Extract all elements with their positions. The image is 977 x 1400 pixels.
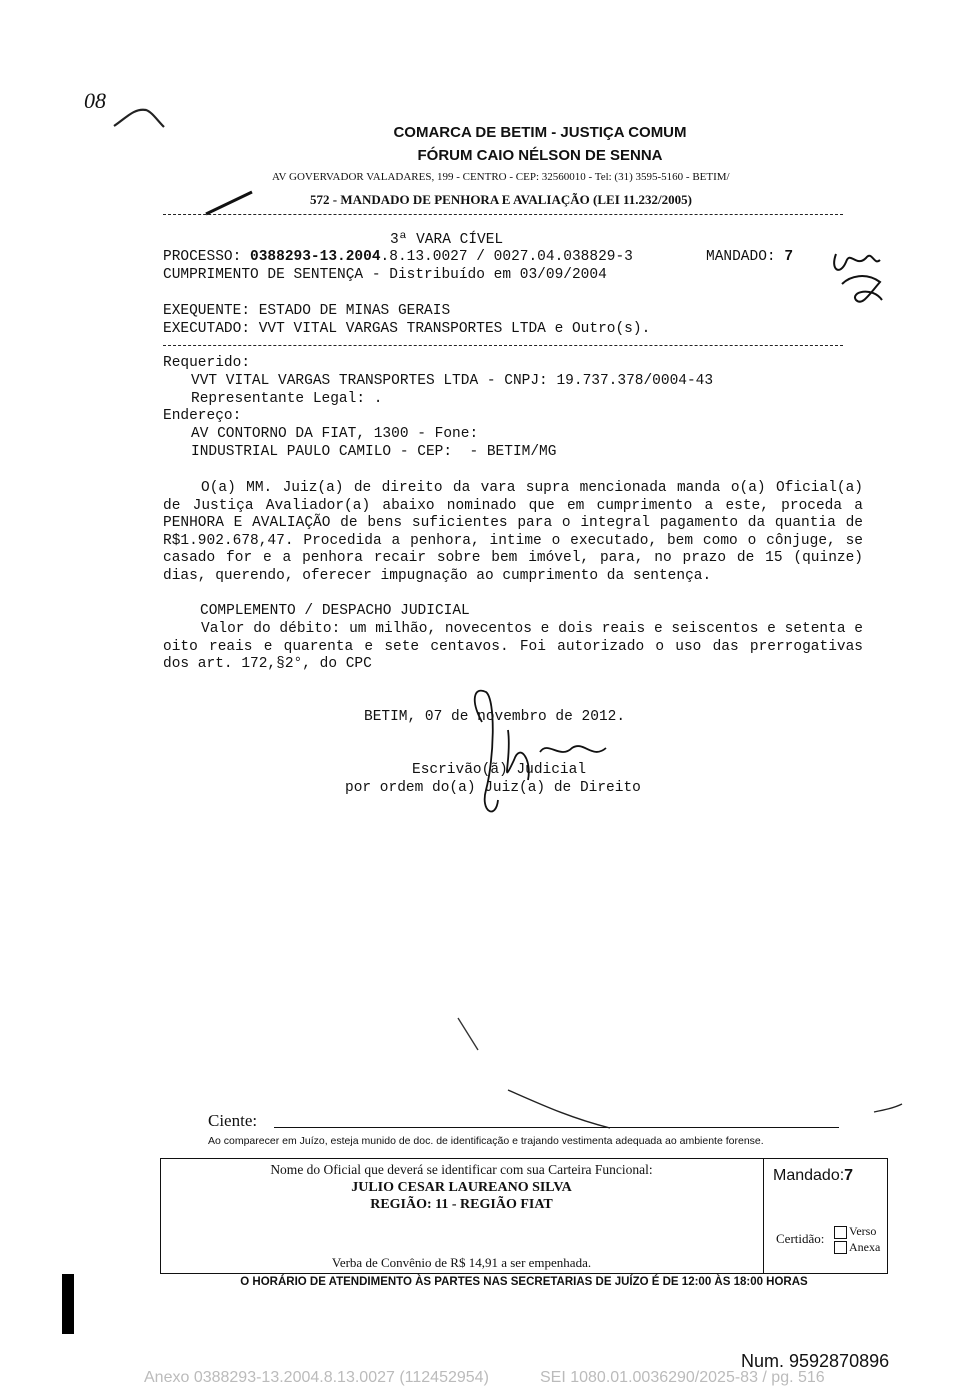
signer-role: Escrivão(ã) Judicial: [412, 762, 587, 778]
header-divider: [163, 214, 843, 215]
processo-line: [163, 249, 633, 267]
scribble-top-left: [114, 110, 164, 127]
official-region: REGIÃO: 11 - REGIÃO FIAT: [370, 1197, 553, 1212]
certidao-label: Certidão:: [776, 1231, 825, 1246]
document-number: Num. 9592870896: [741, 1351, 890, 1371]
case-divider: [163, 345, 843, 346]
mandate-paragraph: O(a) MM. Juiz(a) de direito da vara supra mencionada manda o(a) Oficial(a) de Justiça Avaliador(a) abaixo nominado que em cumprimento a este, proceda a PENHORA E AVALIAÇÃO de bens suficientes para o integral pagamento da quantia de R$1.902.678,47. Procedida a penhora, intime o executado, bem como o cônjuge, se casado for e a penhora recair sobre bem imóvel, para, no prazo de 15 (quinze) dias, querendo, oferecer impugnação ao cumprimento da sentença.: [163, 480, 863, 584]
mandado-label: MANDADO:: [706, 249, 785, 265]
anexo-watermark: Anexo 0388293-13.2004.8.13.0027 (112452954): [144, 1369, 489, 1386]
stray-mark-3: [874, 1104, 902, 1112]
box-mandado-label: Mandado:: [773, 1167, 845, 1184]
vara-label: 3ª VARA CÍVEL: [390, 232, 504, 248]
processo-number-rest: .8.13.0027 / 0027.04.038829-3: [380, 249, 633, 265]
processo-label: PROCESSO:: [163, 249, 251, 265]
anexa-checkbox[interactable]: [834, 1241, 847, 1254]
forense-notice: Ao comparecer em Juízo, esteja munido de doc. de identificação e trajando vestimenta adequada ao ambiente forense.: [208, 1135, 764, 1147]
verso-label: Verso: [849, 1224, 877, 1238]
verba-line: Verba de Convênio de R$ 14,91 a ser empenhada.: [331, 1255, 592, 1270]
representante-line: Representante Legal: .: [191, 391, 383, 407]
margin-signature: [834, 254, 882, 302]
scribble-arrow: [206, 192, 252, 214]
exequente-line: EXEQUENTE: ESTADO DE MINAS GERAIS: [163, 303, 451, 319]
official-name: JULIO CESAR LAUREANO SILVA: [351, 1180, 572, 1195]
stray-mark-1: [458, 1018, 478, 1050]
address-line-2: INDUSTRIAL PAULO CAMILO - CEP: - BETIM/MG: [191, 444, 557, 460]
executado-line: EXECUTADO: VVT VITAL VARGAS TRANSPORTES LTDA e Outro(s).: [163, 321, 651, 337]
office-hours: O HORÁRIO DE ATENDIMENTO ÀS PARTES NAS SECRETARIAS DE JUÍZO É DE 12:00 ÀS 18:00 HORAS: [240, 1276, 808, 1288]
mandado-number: 7: [784, 249, 794, 265]
anexa-label: Anexa: [849, 1240, 881, 1254]
ciente-signature-line: [274, 1127, 839, 1128]
forum-title: FÓRUM CAIO NÉLSON DE SENNA: [417, 147, 663, 164]
document-title: 572 - MANDADO DE PENHORA E AVALIAÇÃO (LEI 11.232/2005): [310, 192, 692, 207]
court-title: COMARCA DE BETIM - JUSTIÇA COMUM: [393, 124, 687, 141]
complemento-text: Valor do débito: um milhão, novecentos e dois reais e seiscentos e setenta e oito reais e quarenta e sete centavos. Foi autorizado o uso das prerrogativas dos art. 172,§2°, do CPC: [163, 621, 863, 673]
box-mandado: [773, 1167, 853, 1185]
official-intro: Nome do Oficial que deverá se identificar com sua Carteira Funcional:: [270, 1162, 653, 1177]
forum-address: AV GOVERVADOR VALADARES, 199 - CENTRO - CEP: 32560010 - Tel: (31) 3595-5160 - BETIM/: [272, 171, 730, 183]
ciente-label: Ciente:: [208, 1111, 258, 1130]
cumprimento-line: CUMPRIMENTO DE SENTENÇA - Distribuído em 03/09/2004: [163, 267, 607, 283]
processo-number-bold: 0388293-13.2004: [250, 249, 381, 265]
requerido-name: VVT VITAL VARGAS TRANSPORTES LTDA - CNPJ: 19.737.378/0004-43: [191, 373, 714, 389]
address-line-1: AV CONTORNO DA FIAT, 1300 - Fone:: [191, 426, 479, 442]
date-line: BETIM, 07 de novembro de 2012.: [364, 709, 626, 725]
signer-order: por ordem do(a) Juiz(a) de Direito: [345, 780, 641, 796]
verso-checkbox[interactable]: [834, 1226, 847, 1239]
page-number-mark: 08: [84, 88, 106, 113]
sei-watermark: SEI 1080.01.0036290/2025-83 / pg. 516: [540, 1369, 825, 1386]
stray-mark-2: [508, 1090, 610, 1128]
official-box-divider: [763, 1158, 764, 1274]
mandado-header: [706, 249, 793, 267]
requerido-label: Requerido:: [163, 355, 251, 371]
complemento-title: COMPLEMENTO / DESPACHO JUDICIAL: [200, 603, 470, 619]
endereco-label: Endereço:: [163, 408, 242, 424]
box-mandado-number: 7: [844, 1167, 854, 1184]
